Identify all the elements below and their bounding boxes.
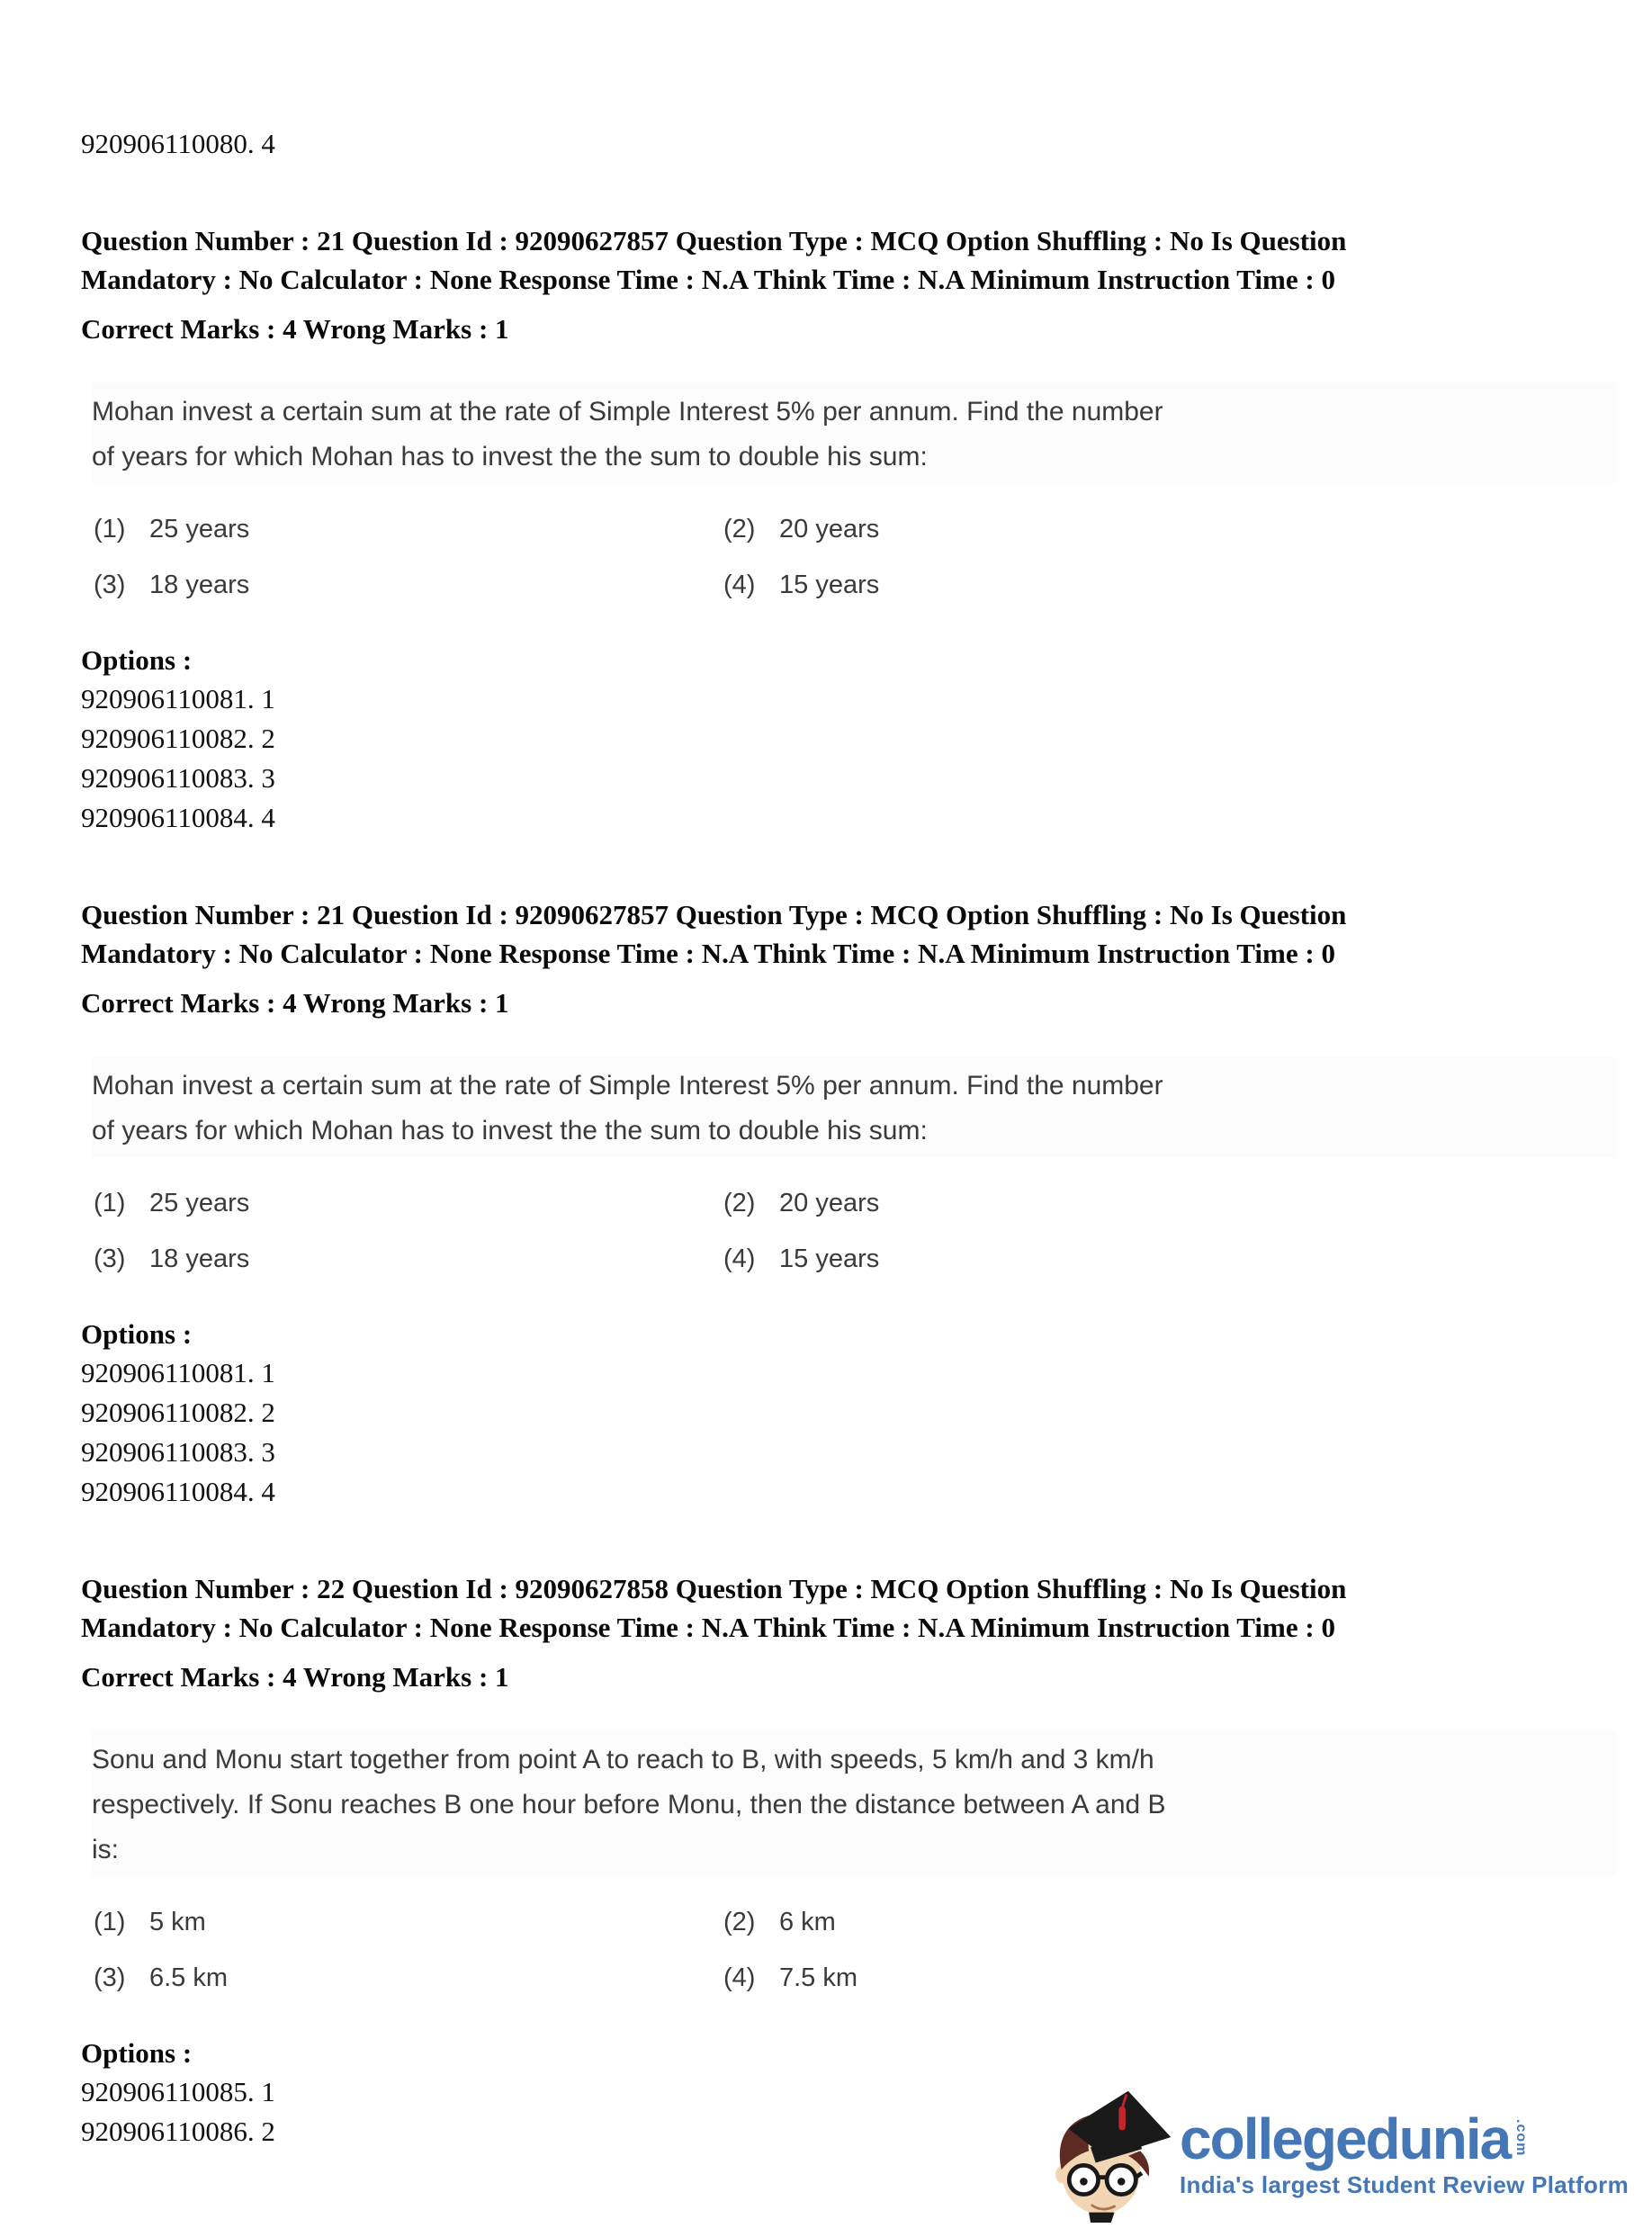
question-text-line: of years for which Mohan has to invest the the sum to double his sum: (92, 1116, 928, 1145)
choice-label: 5 km (149, 1908, 206, 1936)
choice-number: (4) (723, 1963, 756, 1992)
choice-option-4 (723, 570, 1616, 600)
choice-label: 20 years (779, 1189, 880, 1217)
choice-option-2 (723, 1188, 1616, 1218)
question-meta-line: Question Number : 21 Question Id : 92090627857 Question Type : MCQ Option Shuffling : No Is Question (81, 899, 1347, 930)
choice-number: (2) (723, 515, 756, 544)
options-heading: Options : (81, 2037, 193, 2069)
question-meta-line: Mandatory : No Calculator : None Response Time : N.A Think Time : N.A Minimum Instruction Time : 0 (81, 1612, 1335, 1643)
question-block-21 (81, 221, 1616, 838)
option-id-line: 920906110082. 2 (81, 723, 275, 754)
question-text-line: of years for which Mohan has to invest the the sum to double his sum: (92, 442, 928, 472)
options-heading: Options : (81, 644, 193, 676)
question-text-line: Mohan invest a certain sum at the rate of Simple Interest 5% per annum. Find the number (92, 397, 1163, 427)
question-text (92, 1056, 1616, 1157)
question-meta-line: Mandatory : No Calculator : None Response Time : N.A Think Time : N.A Minimum Instruction Time : 0 (81, 264, 1335, 295)
collegedunia-logo (1039, 2086, 1629, 2223)
graduate-mascot-icon (1039, 2086, 1176, 2223)
option-id-line: 920906110084. 4 (81, 1476, 275, 1507)
choice-label: 15 years (779, 1244, 880, 1273)
question-meta-line: Question Number : 22 Question Id : 92090627858 Question Type : MCQ Option Shuffling : No Is Question (81, 1573, 1347, 1604)
choice-option-4 (723, 1963, 1616, 1993)
brand-tagline: India's largest Student Review Platform (1180, 2170, 1629, 2198)
choice-label: 25 years (149, 1189, 250, 1217)
choice-number: (1) (94, 1189, 126, 1217)
question-header (81, 1569, 1616, 1696)
question-header (81, 895, 1616, 1022)
choices-grid (94, 1188, 1616, 1274)
question-text-line: Mohan invest a certain sum at the rate of Simple Interest 5% per annum. Find the number (92, 1071, 1163, 1101)
question-meta-line: Question Number : 21 Question Id : 92090627857 Question Type : MCQ Option Shuffling : No Is Question (81, 225, 1347, 256)
choice-option-1 (94, 1188, 723, 1218)
choice-option-1 (94, 1907, 723, 1937)
question-text-line: is: (92, 1835, 119, 1864)
choice-option-2 (723, 514, 1616, 544)
choices-grid (94, 1907, 1616, 1993)
question-marks-line: Correct Marks : 4 Wrong Marks : 1 (81, 1661, 509, 1693)
choice-label: 25 years (149, 515, 250, 544)
question-text (92, 1730, 1616, 1876)
option-id-line: 920906110082. 2 (81, 1397, 275, 1428)
choice-number: (2) (723, 1189, 756, 1217)
question-block-22 (81, 1569, 1616, 2152)
choice-label: 6 km (779, 1908, 836, 1936)
answer-id-line: 920906110080. 4 (81, 128, 275, 159)
option-id-line: 920906110081. 1 (81, 683, 275, 714)
choices-grid (94, 514, 1616, 600)
question-marks-line: Correct Marks : 4 Wrong Marks : 1 (81, 987, 509, 1019)
question-header (81, 221, 1616, 348)
choice-label: 20 years (779, 515, 880, 544)
question-text-line: Sonu and Monu start together from point A to reach to B, with speeds, 5 km/h and 3 km/h (92, 1745, 1154, 1774)
question-text-line: respectively. If Sonu reaches B one hour before Monu, then the distance between A and B (92, 1790, 1166, 1819)
question-block-21-repeat (81, 895, 1616, 1512)
choice-label: 15 years (779, 570, 880, 599)
option-id-line: 920906110086. 2 (81, 2116, 275, 2147)
choice-option-3 (94, 1963, 723, 1993)
brand-domain-suffix: .com (1513, 2118, 1530, 2156)
choice-label: 7.5 km (779, 1963, 858, 1992)
choice-option-4 (723, 1244, 1616, 1274)
choice-option-2 (723, 1907, 1616, 1937)
brand-name: collegedunia (1180, 2106, 1511, 2171)
choice-number: (3) (94, 1244, 126, 1273)
choice-label: 6.5 km (149, 1963, 229, 1992)
option-id-line: 920906110084. 4 (81, 802, 275, 833)
choice-option-3 (94, 1244, 723, 1274)
choice-label: 18 years (149, 570, 250, 599)
choice-number: (2) (723, 1908, 756, 1936)
question-text (92, 382, 1616, 483)
logo-text (1180, 2106, 1629, 2199)
choice-number: (3) (94, 570, 126, 599)
choice-label: 18 years (149, 1244, 250, 1273)
options-heading: Options : (81, 1318, 193, 1350)
choice-option-1 (94, 514, 723, 544)
choice-number: (3) (94, 1963, 126, 1992)
question-meta-line: Mandatory : No Calculator : None Response Time : N.A Think Time : N.A Minimum Instruction Time : 0 (81, 938, 1335, 969)
option-id-line: 920906110083. 3 (81, 1436, 275, 1468)
choice-option-3 (94, 570, 723, 600)
option-id-line: 920906110081. 1 (81, 1357, 275, 1388)
choice-number: (1) (94, 1908, 126, 1936)
choice-number: (1) (94, 515, 126, 544)
choice-number: (4) (723, 1244, 756, 1273)
choice-number: (4) (723, 570, 756, 599)
option-id-line: 920906110085. 1 (81, 2076, 275, 2107)
question-marks-line: Correct Marks : 4 Wrong Marks : 1 (81, 313, 509, 345)
option-id-line: 920906110083. 3 (81, 762, 275, 794)
